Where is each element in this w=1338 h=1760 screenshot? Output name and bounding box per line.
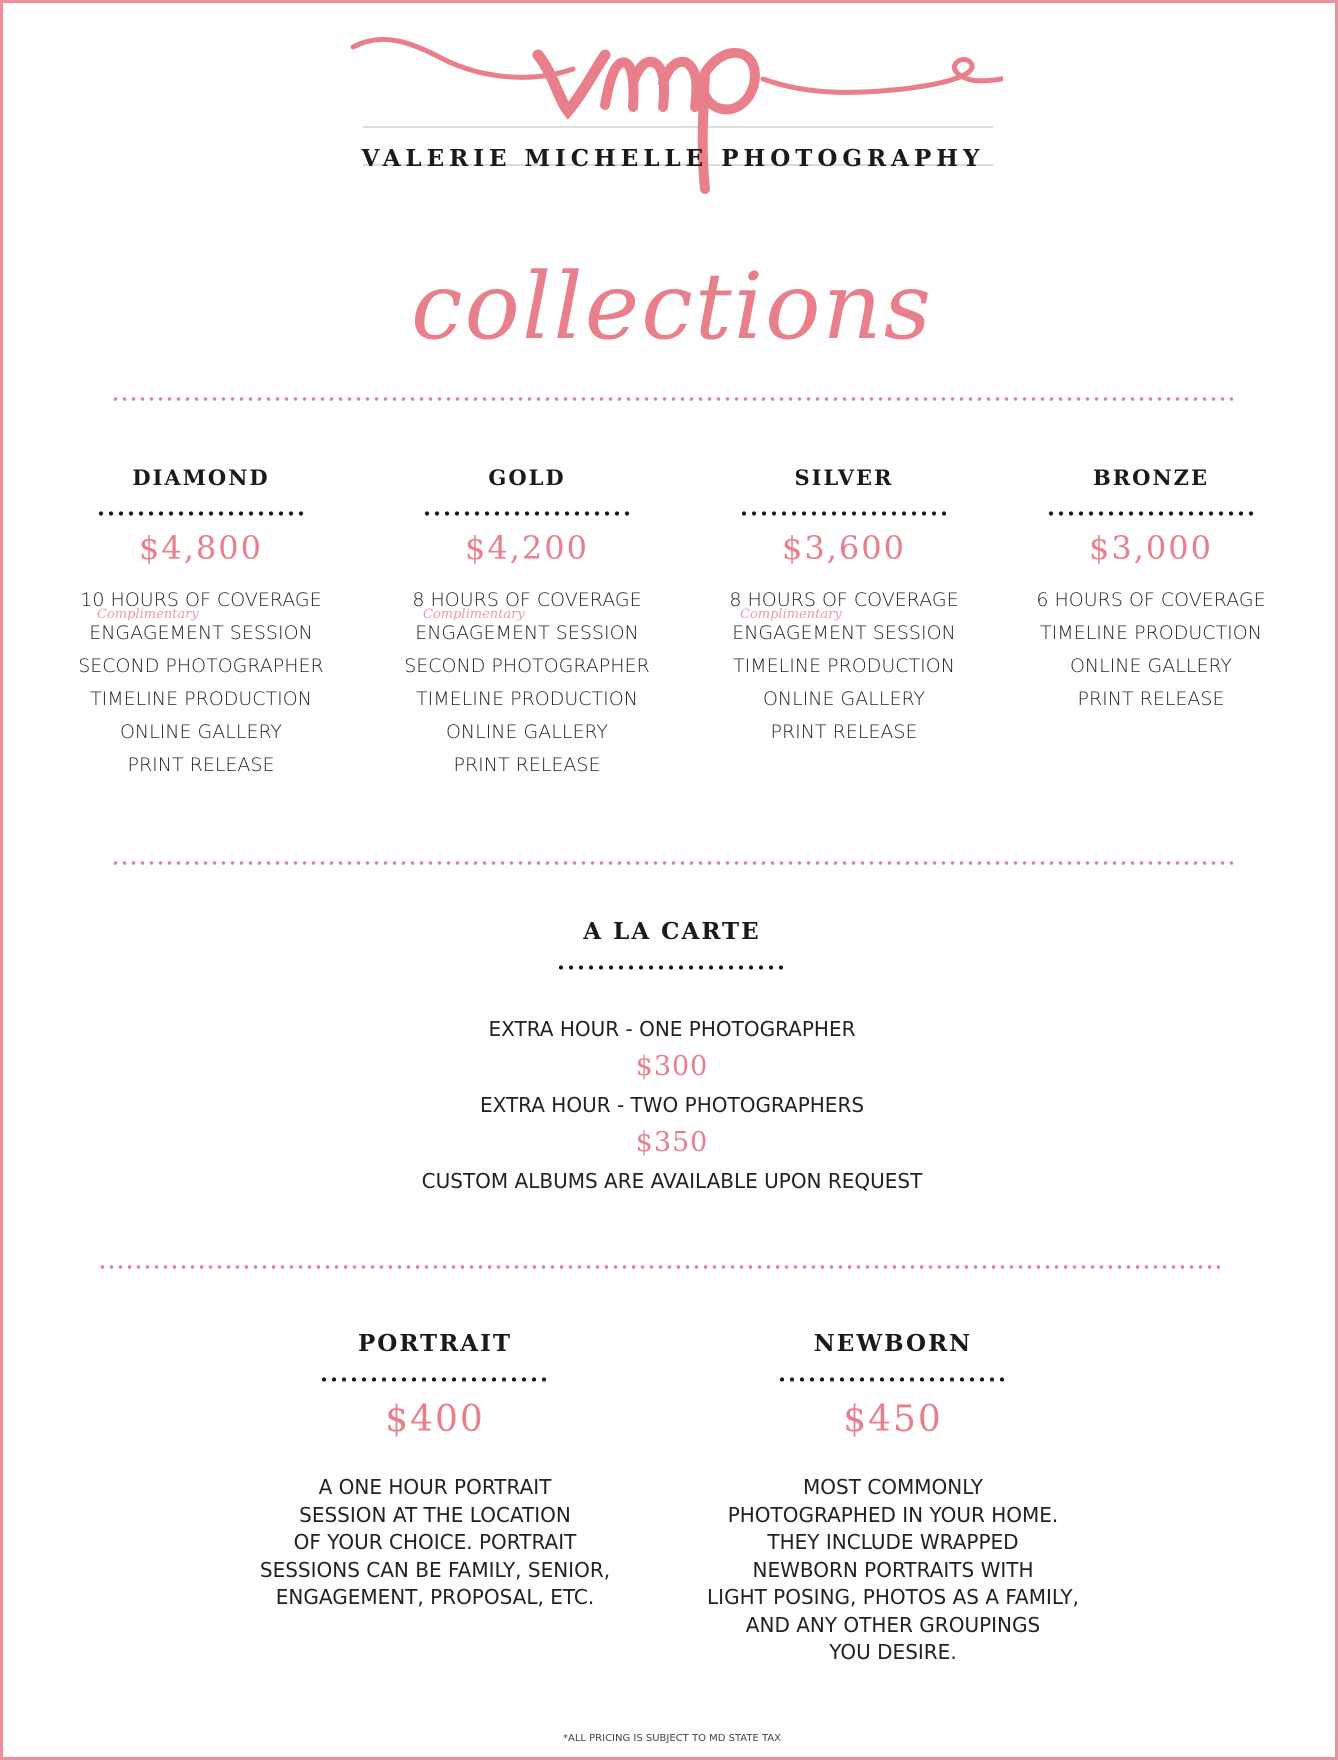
feature-item: ENGAGEMENT SESSION	[89, 622, 313, 644]
divider-top	[111, 397, 1233, 401]
session-description-line: THEY INCLUDE WRAPPED	[767, 1530, 1019, 1554]
session-description-line: PHOTOGRAPHED IN YOUR HOME.	[727, 1502, 1059, 1527]
a-la-carte-heading: A LA CARTE	[583, 918, 761, 945]
divider	[422, 511, 632, 516]
collection-bronze	[1013, 463, 1289, 716]
brand-logo	[343, 33, 1003, 223]
page-title: collections	[411, 253, 933, 360]
session-description-line: OF YOUR CHOICE. PORTRAIT	[293, 1530, 577, 1554]
collection-name: GOLD	[488, 465, 566, 490]
session-description-line: SESSION AT THE LOCATION	[299, 1502, 571, 1527]
feature-item: ONLINE GALLERY	[1069, 655, 1233, 677]
collection-diamond	[63, 463, 339, 782]
feature-item: 8 HOURS OF COVERAGE	[412, 589, 642, 611]
a-la-carte-item: EXTRA HOUR - TWO PHOTOGRAPHERS	[479, 1093, 865, 1117]
vmp-monogram-logo	[343, 33, 1003, 223]
collection-price: $4,200	[465, 529, 589, 567]
session-newborn	[668, 1329, 1118, 1667]
feature-item: ENGAGEMENT SESSION	[415, 622, 639, 644]
feature-item: 10 HOURS OF COVERAGE	[80, 589, 322, 611]
feature-item: ONLINE GALLERY	[762, 688, 926, 710]
a-la-carte-price: $350	[635, 1127, 709, 1158]
a-la-carte-price: $300	[635, 1051, 709, 1082]
a-la-carte-note: CUSTOM ALBUMS ARE AVAILABLE UPON REQUEST	[421, 1169, 923, 1193]
session-description-line: NEWBORN PORTRAITS WITH	[752, 1557, 1034, 1582]
session-description-line: YOU DESIRE.	[829, 1640, 957, 1664]
session-price: $450	[843, 1399, 943, 1440]
session-description-line: LIGHT POSING, PHOTOS AS A FAMILY,	[707, 1585, 1079, 1609]
feature-item: TIMELINE PRODUCTION	[90, 688, 312, 710]
feature-item: PRINT RELEASE	[1077, 688, 1225, 710]
feature-item: ENGAGEMENT SESSION	[732, 622, 956, 644]
session-description-line: ENGAGEMENT, PROPOSAL, ETC.	[275, 1585, 595, 1609]
feature-item: SECOND PHOTOGRAPHER	[404, 655, 650, 677]
divider	[96, 511, 306, 516]
session-name: PORTRAIT	[358, 1330, 512, 1357]
feature-item: SECOND PHOTOGRAPHER	[78, 655, 324, 677]
tax-footnote: *ALL PRICING IS SUBJECT TO MD STATE TAX	[562, 1733, 781, 1744]
feature-item: ONLINE GALLERY	[119, 721, 283, 743]
collection-silver	[706, 463, 982, 749]
collection-price: $4,800	[139, 529, 263, 567]
divider	[777, 1377, 1009, 1382]
feature-item: TIMELINE PRODUCTION	[416, 688, 638, 710]
session-description-line: SESSIONS CAN BE FAMILY, SENIOR,	[259, 1557, 611, 1582]
brand-name: VALERIE MICHELLE PHOTOGRAPHY	[361, 145, 985, 172]
complimentary-annotation: Complimentary	[423, 607, 525, 622]
feature-item: 6 HOURS OF COVERAGE	[1036, 589, 1266, 611]
divider-bottom	[98, 1265, 1220, 1269]
collection-name: DIAMOND	[132, 465, 270, 490]
collection-price: $3,600	[782, 529, 906, 567]
session-description-line: AND ANY OTHER GROUPINGS	[745, 1612, 1041, 1637]
session-name: NEWBORN	[813, 1330, 973, 1357]
divider	[1046, 511, 1256, 516]
feature-item: TIMELINE PRODUCTION	[1040, 622, 1262, 644]
feature-item: ONLINE GALLERY	[445, 721, 609, 743]
feature-item: PRINT RELEASE	[770, 721, 918, 743]
divider	[319, 1377, 551, 1382]
feature-item: 8 HOURS OF COVERAGE	[729, 589, 959, 611]
session-portrait	[225, 1329, 645, 1612]
collection-name: SILVER	[794, 465, 894, 490]
feature-item: PRINT RELEASE	[453, 754, 601, 776]
feature-item: PRINT RELEASE	[127, 754, 275, 776]
a-la-carte-section	[372, 917, 972, 1200]
collection-price: $3,000	[1089, 529, 1213, 567]
session-description-line: A ONE HOUR PORTRAIT	[318, 1475, 552, 1499]
divider-middle	[111, 861, 1233, 865]
divider	[739, 511, 949, 516]
complimentary-annotation: Complimentary	[97, 607, 199, 622]
a-la-carte-item: EXTRA HOUR - ONE PHOTOGRAPHER	[488, 1017, 856, 1041]
feature-item: TIMELINE PRODUCTION	[733, 655, 955, 677]
collection-name: BRONZE	[1092, 465, 1210, 490]
divider	[556, 965, 788, 970]
session-price: $400	[385, 1399, 485, 1440]
collection-gold	[389, 463, 665, 782]
complimentary-annotation: Complimentary	[740, 607, 842, 622]
session-description-line: MOST COMMONLY	[803, 1475, 983, 1499]
